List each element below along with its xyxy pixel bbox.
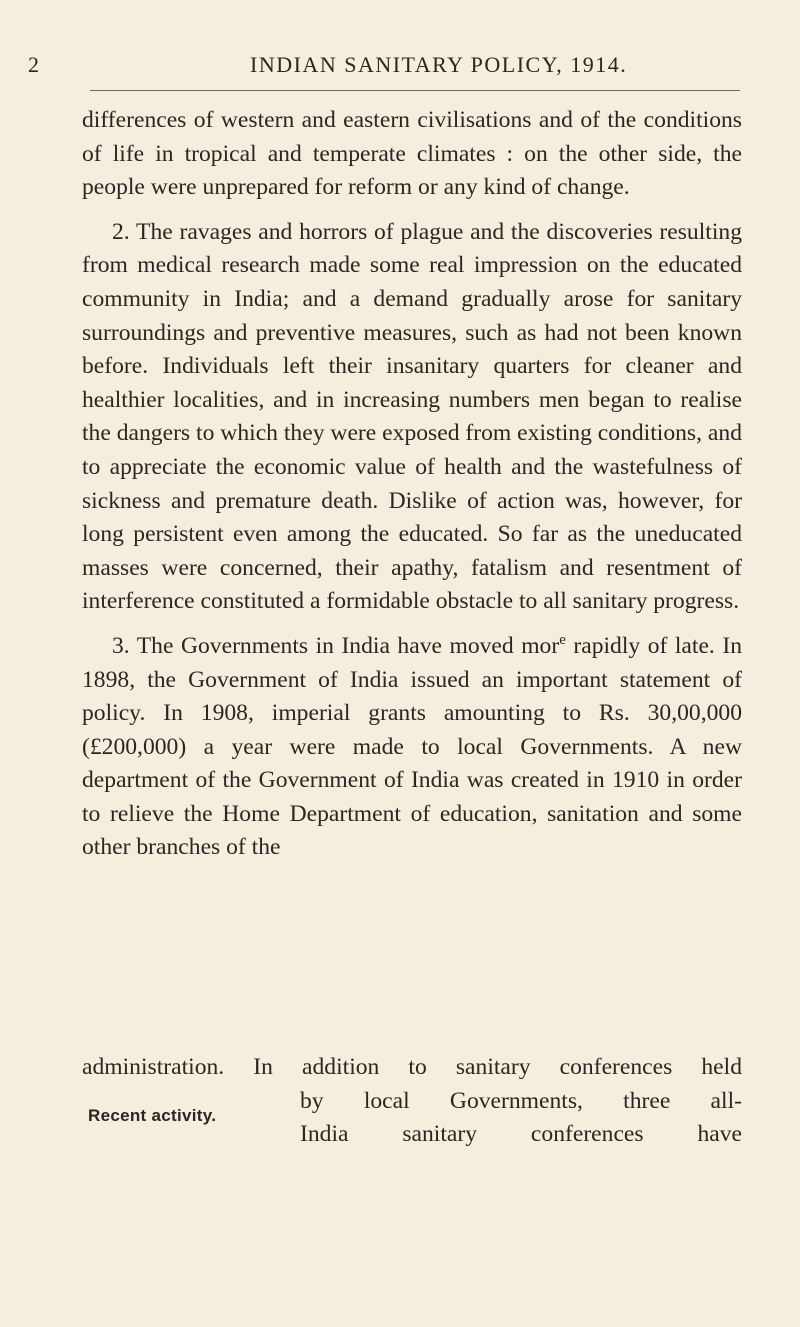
marginal-sidenote: Recent activity. [88,1106,217,1125]
body-text [82,104,742,876]
paragraph-1: differences of western and eastern civilisations and of the conditions of life in tropical and temperate climates : on the other side, the people were unprepared for reform or any kind of change. [82,107,742,201]
running-title: INDIAN SANITARY POLICY, 1914. [250,52,628,77]
paragraph-3-start: 3. The Governments in India have moved mor [112,632,560,659]
paragraph-3-rest: rapidly of late. In 1898, the Government of India issued an important statement of policy. In 1908, imperial grants amounting to Rs. 30,00,000 (£200,000) a year were made to local Governments. A new department of the Government of India was created in 1910 in order to relieve the Home Department of education, sanitation and some other branches of the [82,632,742,861]
final-line-3: India sanitary conferences have [300,1121,742,1148]
paragraph-2: 2. The ravages and horrors of plague and the discoveries resulting from medical research made some real impression on the educated community in India; and a demand gradually arose for sanitary surroundings and preventive measures, such as had not been known before. Individuals left their insanitary quarters for cleaner and healthier localities, and in increasing numbers men began to realise the dangers to which they were exposed from existing conditions, and to appreciate the economic value of health and the wastefulness of sickness and premature death. Dislike of action was, however, for long persistent even among the educated. So far as the uneducated masses were concerned, their apathy, fatalism and resentment of interference constituted a formidable obstacle to all sanitary progress. [82,218,742,615]
final-line-2: by local Governments, three all- [300,1087,742,1114]
paragraph-3-superscript: e [559,632,566,649]
paragraph-3 [82,630,742,865]
page-number: 2 [28,52,40,77]
page-header [28,52,740,80]
header-rule [90,90,740,91]
final-line-1: administration. In addition to sanitary conferences held [82,1054,742,1080]
final-lines [82,1051,742,1152]
